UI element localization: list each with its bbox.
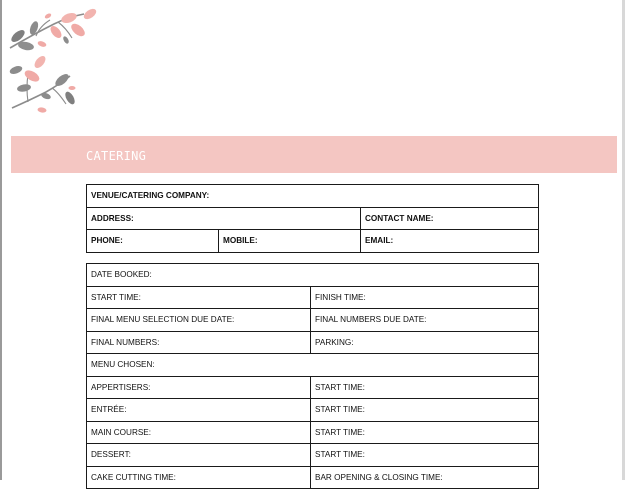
entree-start-field[interactable]: START TIME: [311, 399, 539, 422]
email-field[interactable]: EMAIL: [361, 230, 539, 253]
mobile-field[interactable]: MOBILE: [219, 230, 361, 253]
floral-branch-icon [6, 4, 102, 116]
appertisers-field[interactable]: APPERTISERS: [87, 376, 311, 399]
table-row [87, 354, 539, 377]
final-numbers-due-field[interactable]: FINAL NUMBERS DUE DATE: [311, 309, 539, 332]
cake-cutting-field[interactable]: CAKE CUTTING TIME: [87, 466, 311, 489]
table-row [87, 207, 539, 230]
table-row [87, 230, 539, 253]
page-left-edge [0, 0, 2, 480]
parking-field[interactable]: PARKING: [311, 331, 539, 354]
start-time-field[interactable]: START TIME: [87, 286, 311, 309]
table-row [87, 444, 539, 467]
main-course-start-field[interactable]: START TIME: [311, 421, 539, 444]
main-course-field[interactable]: MAIN COURSE: [87, 421, 311, 444]
contact-info-table [86, 184, 539, 253]
table-row [87, 466, 539, 489]
table-row [87, 399, 539, 422]
finish-time-field[interactable]: FINISH TIME: [311, 286, 539, 309]
table-row [87, 286, 539, 309]
contact-name-field[interactable]: CONTACT NAME: [361, 207, 539, 230]
catering-details-table [86, 263, 539, 489]
final-numbers-field[interactable]: FINAL NUMBERS: [87, 331, 311, 354]
table-row [87, 376, 539, 399]
table-row [87, 309, 539, 332]
address-field[interactable]: ADDRESS: [87, 207, 361, 230]
venue-field[interactable]: VENUE/CATERING COMPANY: [87, 185, 539, 208]
bar-times-field[interactable]: BAR OPENING & CLOSING TIME: [311, 466, 539, 489]
phone-field[interactable]: PHONE: [87, 230, 219, 253]
dessert-start-field[interactable]: START TIME: [311, 444, 539, 467]
entree-field[interactable]: ENTRÉE: [87, 399, 311, 422]
table-row [87, 421, 539, 444]
section-banner [11, 136, 617, 173]
menu-chosen-field[interactable]: MENU CHOSEN: [87, 354, 539, 377]
table-row [87, 264, 539, 287]
section-title: CATERING [86, 149, 147, 163]
dessert-field[interactable]: DESSERT: [87, 444, 311, 467]
table-row [87, 331, 539, 354]
table-row [87, 185, 539, 208]
appertisers-start-field[interactable]: START TIME: [311, 376, 539, 399]
final-menu-due-field[interactable]: FINAL MENU SELECTION DUE DATE: [87, 309, 311, 332]
date-booked-field[interactable]: DATE BOOKED: [87, 264, 539, 287]
